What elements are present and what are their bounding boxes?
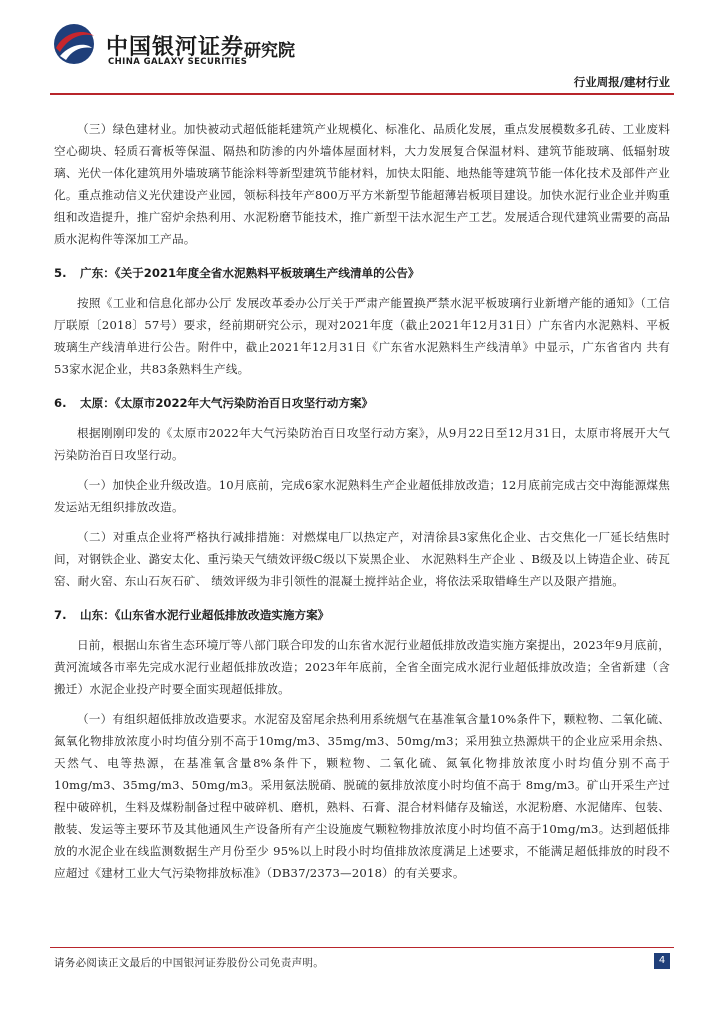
- brand-subtitle: 研究院: [244, 41, 295, 61]
- document-body: [54, 118, 670, 892]
- section-number: 6.: [54, 396, 67, 410]
- section-title: 广东：《关于2021年度全省水泥熟料平板玻璃生产线清单的公告》: [80, 266, 420, 280]
- page-number: 4: [654, 953, 670, 969]
- galaxy-logo-icon: [52, 22, 96, 66]
- section-number: 5.: [54, 266, 67, 280]
- section-heading-guangdong: [54, 262, 670, 284]
- brand-name-en: CHINA GALAXY SECURITIES: [108, 57, 248, 67]
- page-header: [0, 0, 724, 96]
- paragraph-guangdong: 按照《工业和信息化部办公厅 发展改革委办公厅关于严肃产能置换严禁水泥平板玻璃行业新增产能的通知》（工信厅联原〔2018〕57号）要求，经前期研究公示，现对2021年度（截止2021年12月31日）广东省内水泥熟料、平板玻璃生产线清单进行公告。附件中，截止2021年12月31日《广东省水泥熟料生产线清单》中显示，广东省省内 共有53家水泥企业，共83条熟料生产线。: [54, 296, 670, 376]
- footer-disclaimer: 请务必阅读正文最后的中国银河证券股份公司免责声明。: [54, 957, 324, 969]
- report-type-label: 行业周报/建材行业: [573, 75, 670, 89]
- section-title: 太原：《太原市2022年大气污染防治百日攻坚行动方案》: [80, 396, 374, 410]
- footer-divider: [50, 947, 674, 948]
- paragraph-taiyuan-upgrade: （一）加快企业升级改造。10月底前，完成6家水泥熟料生产企业超低排放改造；12月底前完成古交中海能源煤焦发运站无组织排放改造。: [54, 478, 670, 514]
- header-divider: [50, 93, 674, 95]
- section-heading-taiyuan: [54, 392, 670, 414]
- section-title: 山东：《山东省水泥行业超低排放改造实施方案》: [80, 608, 330, 622]
- brand-name-cn: 中国银河证券: [106, 35, 245, 60]
- paragraph-taiyuan-intro: 根据刚刚印发的《太原市2022年大气污染防治百日攻坚行动方案》，从9月22日至12月31日，太原市将展开大气污染防治百日攻坚行动。: [54, 426, 670, 462]
- paragraph-green-building-materials: （三）绿色建材业。加快被动式超低能耗建筑产业规模化、标准化、品质化发展，重点发展模数多孔砖、工业废料空心砌块、轻质石膏板等保温、隔热和防渗的内外墙体屋面材料，大力发展复合保温材料、建筑节能玻璃、低辐射玻璃、光伏一体化建筑用外墙玻璃节能涂料等新型建筑节能材料，加快太阳能、地热能等建筑节能一体化技术及部件产业化。重点推动信义光伏建设产业园，领标科技年产800万平方米新型节能超薄岩板项目建设。加快水泥行业企业并购重组和改造提升，推广窑炉余热利用、水泥粉磨节能技术，推广新型干法水泥生产工艺。发展适合现代建筑业需要的高品质水泥构件等深加工产品。: [54, 122, 670, 246]
- section-number: 7.: [54, 608, 67, 622]
- section-heading-shandong: [54, 604, 670, 626]
- paragraph-shandong-requirements: （一）有组织超低排放改造要求。水泥窑及窑尾余热利用系统烟气在基准氧含量10%条件下，颗粒物、二氧化硫、氮氧化物排放浓度小时均值分别不高于10mg/m3、35mg/m3、50mg/m3；采用独立热源烘干的企业应采用余热、天然气、电等热源，在基准氧含量8%条件下，颗粒物、二氧化硫、氮氧化物排放浓度小时均值分别不高于10mg/m3、35mg/m3、50mg/m3。采用氨法脱硝、脱硫的氨排放浓度小时均值不高于 8mg/m3。矿山开采生产过程中破碎机，生料及煤粉制备过程中破碎机、磨机，熟料、石膏、混合材料储存及输送，水泥粉磨、水泥储库、包装、散装、发运等主要环节及其他通风生产设备所有产尘设施废气颗粒物排放浓度小时均值不高于10mg/m3。达到超低排放的水泥企业在线监测数据生产月份至少 95%以上时段小时均值排放浓度满足上述要求，不能满足超低排放的时段不应超过《建材工业大气污染物排放标准》（DB37/2373—2018）的有关要求。: [54, 712, 670, 880]
- paragraph-shandong-intro: 日前，根据山东省生态环境厅等八部门联合印发的山东省水泥行业超低排放改造实施方案提出，2023年9月底前，黄河流域各市率先完成水泥行业超低排放改造；2023年年底前，全省全面完成水泥行业超低排放改造；全省新建（含搬迁）水泥企业投产时要全面实现超低排放。: [54, 638, 670, 696]
- paragraph-taiyuan-measures: （二）对重点企业将严格执行减排措施：对燃煤电厂以热定产，对清徐县3家焦化企业、古交焦化一厂延长结焦时间，对钢铁企业、潞安太化、重污染天气绩效评级C级以下炭黑企业、 水泥熟料生产企业 、B级及以上铸造企业、砖瓦窑、耐火窑、东山石灰石矿、 绩效评级为非引领性的混凝土搅拌站企业，将依法采取错峰生产以及限产措施。: [54, 530, 670, 588]
